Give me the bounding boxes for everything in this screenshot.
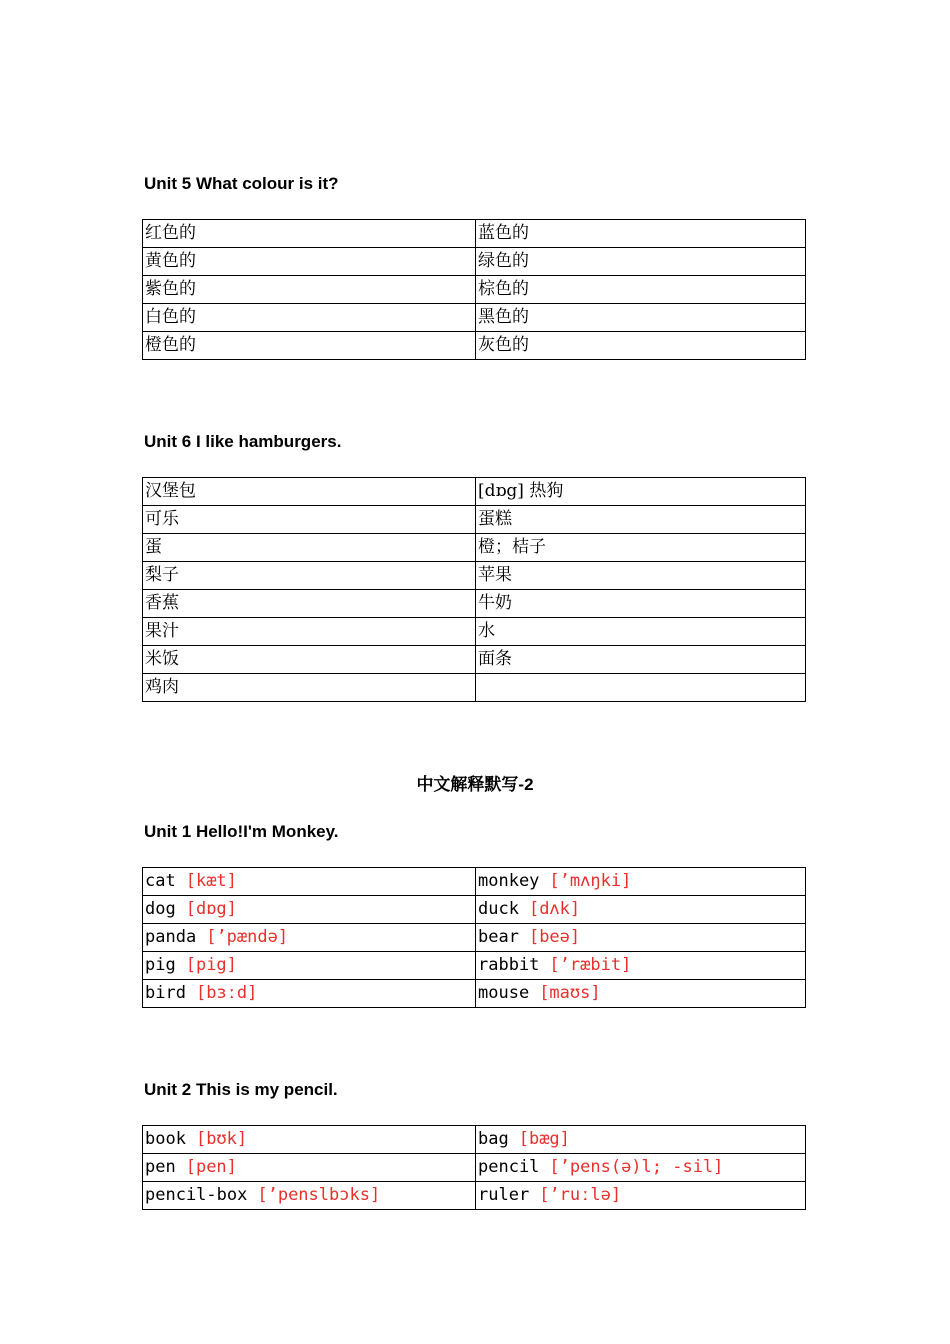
table-row: [143, 674, 806, 702]
table-cell: 黑色的: [476, 304, 806, 332]
table-cell: [476, 980, 806, 1008]
word: bear: [478, 927, 519, 947]
table-cell: [143, 1182, 476, 1210]
phonetic: [dʌk]: [528, 899, 581, 919]
table-cell: 紫色的: [143, 276, 476, 304]
table-cell: 汉堡包: [143, 478, 476, 506]
table-row: [143, 590, 806, 618]
word: bag: [478, 1129, 509, 1149]
word: duck: [478, 899, 519, 919]
word: dog: [145, 899, 176, 919]
table-cell: 蓝色的: [476, 220, 806, 248]
table-cell: 红色的: [143, 220, 476, 248]
table-row: [143, 478, 806, 506]
table-cell: 苹果: [476, 562, 806, 590]
table-row: [143, 980, 806, 1008]
table-row: [143, 1126, 806, 1154]
word: rabbit: [478, 955, 540, 975]
word: mouse: [478, 983, 530, 1003]
phonetic: [pen]: [185, 1157, 237, 1177]
table-cell: 绿色的: [476, 248, 806, 276]
phonetic: [’pændə]: [206, 927, 289, 947]
phonetic: [’ruːlə]: [539, 1185, 622, 1205]
unit5-title: Unit 5 What colour is it?: [144, 174, 339, 193]
table-cell: [476, 1126, 806, 1154]
phonetic: [’ræbit]: [549, 955, 632, 975]
word: panda: [145, 927, 197, 947]
table-row: [143, 646, 806, 674]
phonetic: [’mʌŋki]: [549, 871, 632, 891]
phonetic: [’penslbɔks]: [257, 1185, 381, 1205]
table-cell: [476, 868, 806, 896]
table-cell: [143, 896, 476, 924]
word: monkey: [478, 871, 540, 891]
unit2-table: [142, 1125, 806, 1210]
table-row: [143, 276, 806, 304]
table-row: [143, 332, 806, 360]
table-cell: [476, 896, 806, 924]
table-cell: 可乐: [143, 506, 476, 534]
word: ruler: [478, 1185, 530, 1205]
phonetic: [bæg]: [518, 1129, 570, 1149]
table-cell: 灰色的: [476, 332, 806, 360]
word: cat: [145, 871, 176, 891]
table-row: [143, 506, 806, 534]
phonetic: [kæt]: [185, 871, 237, 891]
table-cell: 面条: [476, 646, 806, 674]
table-row: [143, 896, 806, 924]
word: pig: [145, 955, 176, 975]
table-cell: 白色的: [143, 304, 476, 332]
table-row: [143, 304, 806, 332]
table-cell: [476, 952, 806, 980]
unit2-title: Unit 2 This is my pencil.: [144, 1080, 338, 1099]
unit1-table: [142, 867, 806, 1008]
table-row: [143, 1182, 806, 1210]
phonetic: [beə]: [528, 927, 581, 947]
table-cell: [476, 924, 806, 952]
word: book: [145, 1129, 186, 1149]
phonetic: [pig]: [185, 955, 237, 975]
table-cell: 橙色的: [143, 332, 476, 360]
table-row: [143, 924, 806, 952]
table-row: [143, 952, 806, 980]
table-cell: [143, 1126, 476, 1154]
table-cell: 橙；桔子: [476, 534, 806, 562]
table-cell: [476, 674, 806, 702]
table-row: [143, 1154, 806, 1182]
word: pencil-box: [145, 1185, 248, 1205]
phonetic: [bʊk]: [195, 1129, 248, 1149]
unit1-title: Unit 1 Hello!I'm Monkey.: [144, 822, 339, 841]
phonetic: [dɒg]: [185, 899, 237, 919]
table-row: [143, 534, 806, 562]
table-cell: 鸡肉: [143, 674, 476, 702]
table-row: [143, 618, 806, 646]
table-cell: [476, 1154, 806, 1182]
table-cell: [143, 1154, 476, 1182]
table-cell: 牛奶: [476, 590, 806, 618]
table-cell: 棕色的: [476, 276, 806, 304]
table-cell: 黄色的: [143, 248, 476, 276]
table-cell: [143, 980, 476, 1008]
word: bird: [145, 983, 186, 1003]
phonetic: [maʊs]: [539, 983, 601, 1003]
phonetic: [’pens(ə)l; -sil]: [549, 1157, 724, 1177]
table-cell: 香蕉: [143, 590, 476, 618]
table-row: [143, 562, 806, 590]
word: pen: [145, 1157, 176, 1177]
table-cell: [476, 1182, 806, 1210]
table-row: [143, 220, 806, 248]
table-cell: [143, 924, 476, 952]
table-cell: [143, 868, 476, 896]
table-cell: [143, 952, 476, 980]
table-row: [143, 868, 806, 896]
table-row: [143, 248, 806, 276]
phonetic: [bɜːd]: [195, 983, 258, 1003]
word: pencil: [478, 1157, 540, 1177]
unit6-table: [142, 477, 806, 702]
unit5-table: [142, 219, 806, 360]
table-cell: 米饭: [143, 646, 476, 674]
table-cell: 蛋糕: [476, 506, 806, 534]
table-cell: 果汁: [143, 618, 476, 646]
section-title: 中文解释默写-2: [416, 775, 534, 794]
unit6-title: Unit 6 I like hamburgers.: [144, 432, 342, 451]
table-cell: 蛋: [143, 534, 476, 562]
table-cell: 梨子: [143, 562, 476, 590]
table-cell: 水: [476, 618, 806, 646]
table-cell: [dɒg] 热狗: [476, 478, 806, 506]
